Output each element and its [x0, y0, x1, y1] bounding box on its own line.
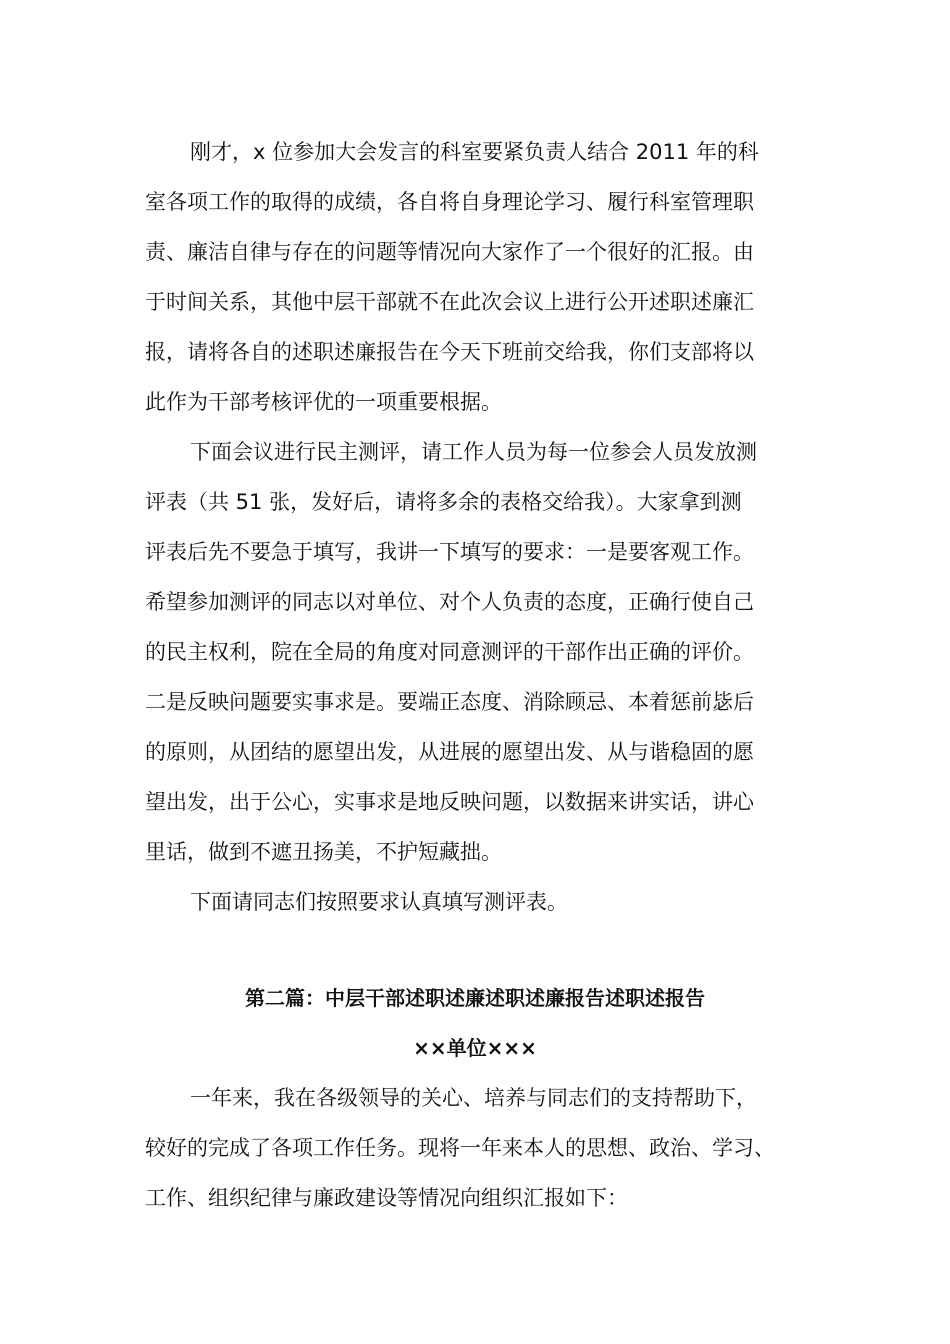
paragraph-2-line-6: 二是反映问题要实事求是。要端正态度、消除顾忌、本着惩前毖后 [145, 690, 754, 714]
paragraph-2-line-9: 里话，做到不遮丑扬美，不护短藏拙。 [145, 840, 502, 864]
paragraph-2-line-8: 望出发，出于公心，实事求是地反映问题，以数据来讲实话，讲心 [145, 790, 754, 814]
author-line: ××单位××× [413, 1036, 537, 1060]
paragraph-2-line-1: 下面会议进行民主测评，请工作人员为每一位参会人员发放测 [190, 440, 757, 464]
paragraph-1-line-6: 此作为干部考核评优的一项重要根据。 [145, 390, 502, 414]
paragraph-3-line-1: 下面请同志们按照要求认真填写测评表。 [190, 890, 568, 914]
paragraph-1-line-2: 室各项工作的取得的成绩，各自将自身理论学习、履行科室管理职 [145, 190, 754, 214]
paragraph-1-line-3: 责、廉洁自律与存在的问题等情况向大家作了一个很好的汇报。由 [145, 240, 754, 264]
paragraph-2-line-4: 希望参加测评的同志以对单位、对个人负责的态度，正确行使自己 [145, 590, 754, 614]
paragraph-2-line-5: 的民主权利，院在全局的角度对同意测评的干部作出正确的评价。 [145, 640, 754, 664]
paragraph-2-line-2: 评表（共 51 张，发好后，请将多余的表格交给我）。大家拿到测 [145, 490, 742, 514]
paragraph-4-line-1: 一年来，我在各级领导的关心、培养与同志们的支持帮助下， [190, 1086, 757, 1110]
paragraph-4-line-2: 较好的完成了各项工作任务。现将一年来本人的思想、政治、学习、 [145, 1136, 775, 1160]
section-title: 第二篇：中层干部述职述廉述职述廉报告述职述报告 [245, 986, 705, 1010]
paragraph-1-line-5: 报，请将各自的述职述廉报告在今天下班前交给我，你们支部将以 [145, 340, 754, 364]
paragraph-1-line-1: 刚才，x 位参加大会发言的科室要紧负责人结合 2011 年的科 [190, 140, 759, 164]
paragraph-4-line-3: 工作、组织纪律与廉政建设等情况向组织汇报如下： [145, 1186, 628, 1210]
paragraph-1-line-4: 于时间关系，其他中层干部就不在此次会议上进行公开述职述廉汇 [145, 290, 754, 314]
paragraph-2-line-7: 的原则，从团结的愿望出发，从进展的愿望出发、从与谐稳固的愿 [145, 740, 754, 764]
paragraph-2-line-3: 评表后先不要急于填写，我讲一下填写的要求：一是要客观工作。 [145, 540, 754, 564]
